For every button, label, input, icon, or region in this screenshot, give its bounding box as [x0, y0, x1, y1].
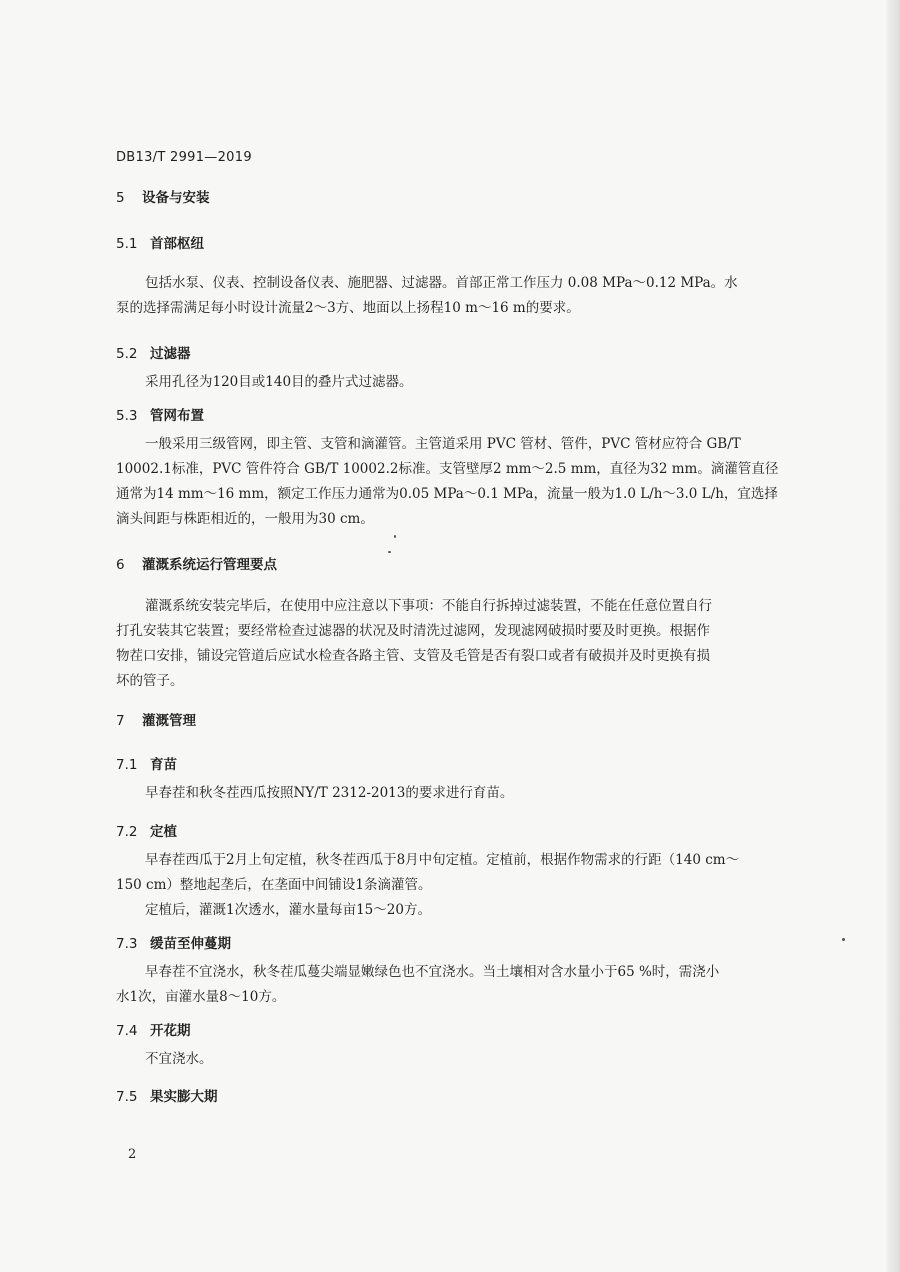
- paragraph-line: 泵的选择需满足每小时设计流量2～3方、地面以上扬程10 m～16 m的要求。: [116, 300, 580, 316]
- section-7-1-paragraph: [116, 781, 784, 806]
- section-title: 设备与安装: [142, 190, 210, 206]
- paragraph-line: 灌溉系统安装完毕后，在使用中应注意以下事项：不能自行拆掉过滤装置，不能在任意位置自行: [145, 598, 712, 614]
- section-number: 6: [116, 557, 125, 573]
- section-6-paragraph: [116, 594, 784, 694]
- paragraph-line: 一般采用三级管网，即主管、支管和滴灌管。主管道采用 PVC 管材、管件，PVC 管材应符合 GB/T: [145, 436, 741, 452]
- paragraph-line: 采用孔径为120目或140目的叠片式过滤器。: [145, 374, 413, 390]
- section-7-3-paragraph: [116, 960, 784, 1010]
- section-number: 7: [116, 713, 125, 729]
- section-number: 7.2: [116, 824, 138, 840]
- paragraph-line: 早春茬西瓜于2月上旬定植，秋冬茬西瓜于8月中旬定植。定植前，根据作物需求的行距（140 cm～: [145, 852, 740, 868]
- section-5-3-heading: [116, 404, 204, 424]
- scan-speck: [388, 551, 391, 553]
- section-title: 灌溉管理: [142, 713, 196, 729]
- scan-speck: [842, 938, 845, 941]
- section-7-2-heading: [116, 820, 177, 840]
- section-5-3-paragraph: [116, 432, 784, 532]
- section-5-2-heading: [116, 342, 191, 362]
- section-title: 果实膨大期: [150, 1089, 218, 1105]
- section-7-3-heading: [116, 932, 231, 952]
- section-5-1-paragraph: [116, 271, 784, 321]
- section-number: 7.3: [116, 936, 138, 952]
- section-6-heading: [116, 553, 277, 573]
- section-7-2-paragraph: [116, 848, 784, 923]
- section-number: 5: [116, 190, 125, 206]
- section-7-4-heading: [116, 1019, 191, 1039]
- section-number: 7.1: [116, 757, 138, 773]
- paragraph-line: 10002.1标准，PVC 管件符合 GB/T 10002.2标准。支管壁厚2 mm～2.5 mm，直径为32 mm。滴灌管直径: [116, 461, 779, 477]
- section-5-1-heading: [116, 232, 204, 252]
- section-number: 7.5: [116, 1089, 138, 1105]
- section-title: 育苗: [150, 757, 177, 773]
- section-title: 首部枢纽: [150, 236, 204, 252]
- paragraph-line: 滴头间距与株距相近的，一般用为30 cm。: [116, 511, 374, 527]
- standard-id: DB13/T 2991—2019: [116, 150, 252, 165]
- section-number: 5.3: [116, 408, 138, 424]
- paragraph-line: 打孔安装其它装置；要经常检查过滤器的状况及时清洗过滤网，发现滤网破损时要及时更换。根据作: [116, 623, 710, 639]
- paragraph-line: 不宜浇水。: [145, 1051, 213, 1067]
- paragraph-line: 水1次，亩灌水量8～10方。: [116, 989, 286, 1005]
- section-number: 5.1: [116, 236, 138, 252]
- section-7-1-heading: [116, 753, 177, 773]
- paragraph-line: 定植后，灌溉1次透水，灌水量每亩15～20方。: [145, 902, 431, 918]
- section-title: 缓苗至伸蔓期: [150, 936, 231, 952]
- section-5-heading: [116, 186, 210, 206]
- section-5-2-paragraph: [116, 370, 784, 395]
- section-7-heading: [116, 709, 196, 729]
- paragraph-line: 早春茬和秋冬茬西瓜按照NY/T 2312-2013的要求进行育苗。: [145, 785, 514, 801]
- scan-speck: [394, 535, 396, 538]
- section-title: 灌溉系统运行管理要点: [142, 557, 277, 573]
- section-number: 7.4: [116, 1023, 138, 1039]
- section-title: 管网布置: [150, 408, 204, 424]
- paragraph-line: 早春茬不宜浇水，秋冬茬瓜蔓尖端显嫩绿色也不宜浇水。当土壤相对含水量小于65 %时，需浇小: [145, 964, 720, 980]
- paragraph-line: 包括水泵、仪表、控制设备仪表、施肥器、过滤器。首部正常工作压力 0.08 MPa～0.12 MPa。水: [145, 275, 738, 291]
- section-7-4-paragraph: [116, 1047, 784, 1072]
- section-title: 开花期: [150, 1023, 191, 1039]
- paragraph-line: 坏的管子。: [116, 673, 184, 689]
- page-number: 2: [128, 1147, 137, 1162]
- section-number: 5.2: [116, 346, 138, 362]
- paragraph-line: 通常为14 mm～16 mm，额定工作压力通常为0.05 MPa～0.1 MPa，流量一般为1.0 L/h～3.0 L/h，宜选择: [116, 486, 778, 502]
- section-7-5-heading: [116, 1085, 218, 1105]
- paragraph-line: 150 cm）整地起垄后，在垄面中间铺设1条滴灌管。: [116, 877, 432, 893]
- section-title: 过滤器: [150, 346, 191, 362]
- section-title: 定植: [150, 824, 177, 840]
- scan-edge-shadow: [886, 0, 900, 1272]
- paragraph-line: 物茬口安排，铺设完管道后应试水检查各路主管、支管及毛管是否有裂口或者有破损并及时更换有损: [116, 648, 710, 664]
